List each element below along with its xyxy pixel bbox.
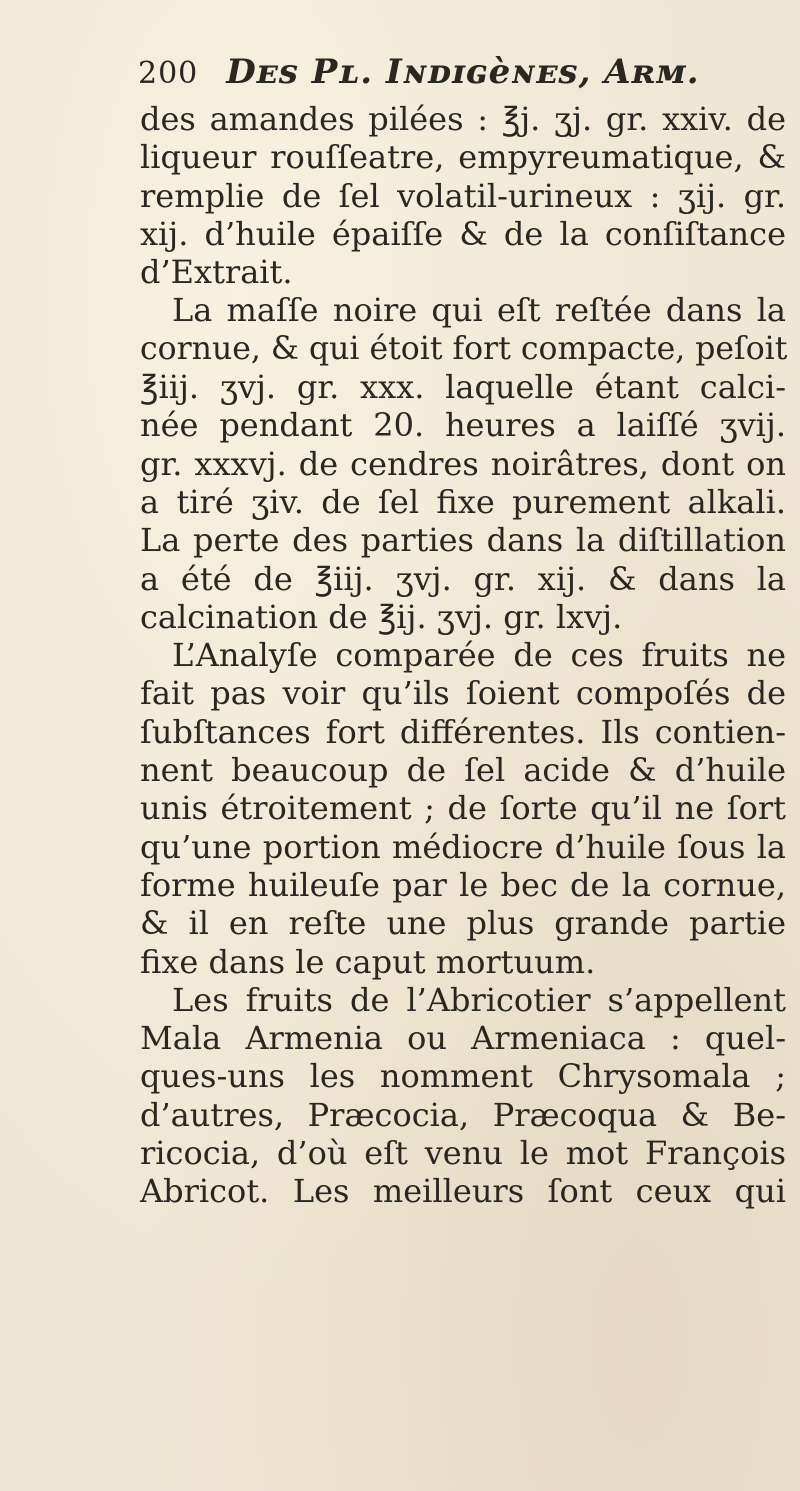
text-line: La maſſe noire qui eſt reſtée dans la (172, 291, 786, 330)
text-line: ricocia, d’où eſt venu le mot François (140, 1134, 786, 1173)
text-line: Mala Armenia ou Armeniaca : quel- (140, 1019, 786, 1058)
text-line: ℥iij. ʒvj. gr. xxx. laquelle étant calci- (140, 368, 786, 407)
page-header (138, 52, 700, 104)
text-line: fixe dans le caput mortuum. (140, 942, 596, 981)
text-line: Abricot. Les meilleurs ſont ceux qui (140, 1172, 786, 1211)
text-line: des amandes pilées : ℥j. ʒj. gr. xxiv. de (140, 100, 786, 138)
text-line: née pendant 20. heures a laiſſé ʒvij. (140, 406, 786, 445)
text-line: a été de ℥iij. ʒvj. gr. xij. & dans la (140, 559, 786, 598)
text-line: unis étroitement ; de ſorte qu’il ne ſort (140, 789, 786, 828)
running-head: Dᴇs Pʟ. Iɴᴅɪɢèɴᴇs, Aʀᴍ. (226, 52, 700, 92)
text-line: & il en reſte une plus grande partie (140, 904, 786, 943)
text-line: fait pas voir qu’ils ſoient compoſés de (140, 674, 786, 713)
text-line: qu’une portion médiocre d’huile ſous la (140, 827, 786, 866)
text-line: forme huileuſe par le bec de la cornue, (140, 865, 786, 904)
text-line: a tiré ʒiv. de ſel fixe purement alkali. (140, 482, 786, 521)
text-line: d’autres, Præcocia, Præcoqua & Be- (140, 1095, 786, 1134)
text-line: d’Extrait. (140, 253, 293, 292)
text-line: L’Analyſe comparée de ces fruits ne (172, 636, 786, 675)
text-line: ſubſtances fort différentes. Ils contien- (140, 712, 786, 751)
text-line: liqueur rouſſeatre, empyreumatique, & (140, 138, 786, 177)
body-text (140, 100, 786, 1211)
text-line: La perte des parties dans la diſtillation (140, 521, 786, 560)
text-line: Les fruits de l’Abricotier s’appellent (172, 980, 786, 1019)
text-line: remplie de ſel volatil-urineux : ʒij. gr. (140, 176, 786, 215)
text-line: calcination de ℥ij. ʒvj. gr. lxvj. (140, 597, 623, 636)
page-number: 200 (138, 56, 199, 91)
text-line: ques-uns les nomment Chrysomala ; (140, 1057, 786, 1096)
text-line: nent beaucoup de ſel acide & d’huile (140, 751, 786, 790)
text-line: xij. d’huile épaiſſe & de la conſiſtance (140, 214, 786, 253)
text-line: cornue, & qui étoit fort compacte, peſoit (140, 330, 788, 367)
text-line: gr. xxxvj. de cendres noirâtres, dont on (140, 444, 786, 483)
